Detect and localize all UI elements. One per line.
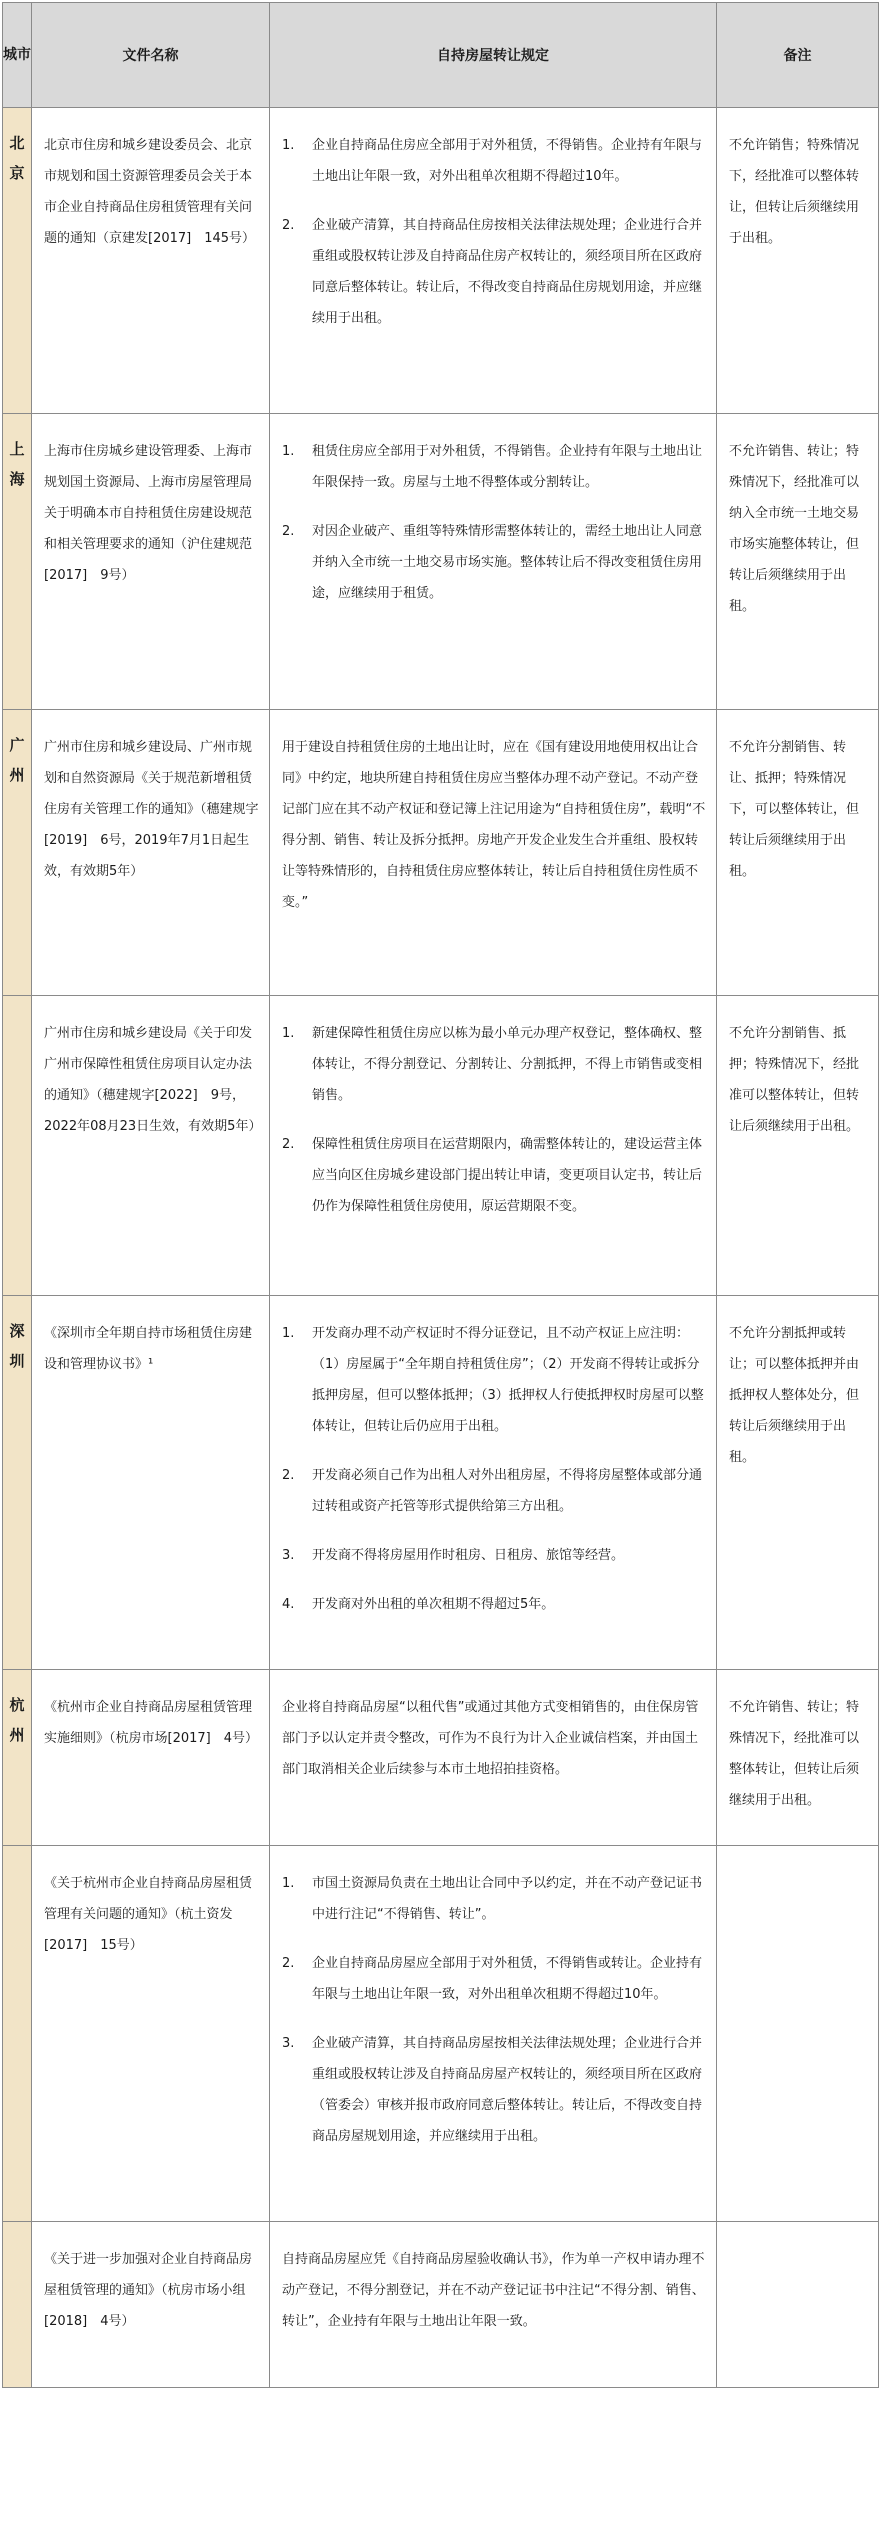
rule-item: 1. 企业自持商品住房应全部用于对外租赁，不得销售。企业持有年限与土地出让年限一致，对外出租单次租期不得超过10年。 — [282, 138, 703, 184]
table-row — [3, 710, 879, 996]
rule-cell: 用于建设自持租赁住房的土地出让时，应在《国有建设用地使用权出让合同》中约定，地块所建自持租赁住房应当整体办理不动产登记。不动产登记部门应在其不动产权证和登记簿上注记用途为“自持租赁住房”，载明“不得分割、销售、转让及拆分抵押。房地产开发企业发生合并重组、股权转让等特殊情形的，自持租赁住房应整体转让，转让后自持租赁住房性质不变。” — [270, 710, 717, 996]
rule-item: 2. 对因企业破产、重组等特殊情形需整体转让的，需经土地出让人同意并纳入全市统一土地交易市场实施。整体转让后不得改变租赁住房用途，应继续用于租赁。 — [282, 524, 703, 601]
header-city: 城市 — [3, 3, 32, 108]
doc-cell: 广州市住房和城乡建设局、广州市规划和自然资源局《关于规范新增租赁住房有关管理工作的通知》（穗建规字[2019] 6号，2019年7月1日起生效，有效期5年） — [32, 710, 270, 996]
rule-item: 1. 市国土资源局负责在土地出让合同中予以约定，并在不动产登记证书中进行注记“不得销售、转让”。 — [282, 1876, 703, 1922]
rule-item: 4. 开发商对外出租的单次租期不得超过5年。 — [282, 1597, 555, 1612]
city-cell — [3, 996, 32, 1296]
rule-item: 1. 新建保障性租赁住房应以栋为最小单元办理产权登记，整体确权、整体转让，不得分割登记、分割转让、分割抵押，不得上市销售或变相销售。 — [282, 1026, 703, 1103]
note-cell: 不允许分割抵押或转让；可以整体抵押并由抵押权人整体处分，但转让后须继续用于出租。 — [717, 1296, 879, 1670]
city-cell: 北京 — [3, 108, 32, 414]
rule-item: 3. 开发商不得将房屋用作时租房、日租房、旅馆等经营。 — [282, 1548, 625, 1563]
rule-cell — [270, 108, 717, 414]
table-row — [3, 1296, 879, 1670]
doc-cell: 《关于进一步加强对企业自持商品房屋租赁管理的通知》（杭房市场小组[2018] 4号） — [32, 2222, 270, 2388]
rule-item: 1. 租赁住房应全部用于对外租赁，不得销售。企业持有年限与土地出让年限保持一致。房屋与土地不得整体或分割转让。 — [282, 444, 703, 490]
rule-cell — [270, 414, 717, 710]
regulation-table — [2, 2, 879, 2388]
header-note: 备注 — [717, 3, 879, 108]
table-row — [3, 108, 879, 414]
doc-cell: 上海市住房城乡建设管理委、上海市规划国土资源局、上海市房屋管理局关于明确本市自持租赁住房建设规范和相关管理要求的通知（沪住建规范[2017] 9号） — [32, 414, 270, 710]
table-row — [3, 414, 879, 710]
table-row — [3, 996, 879, 1296]
note-cell: 不允许分割销售、抵押；特殊情况下，经批准可以整体转让，但转让后须继续用于出租。 — [717, 996, 879, 1296]
note-cell: 不允许销售；特殊情况下，经批准可以整体转让，但转让后须继续用于出租。 — [717, 108, 879, 414]
rule-cell — [270, 996, 717, 1296]
doc-cell: 《关于杭州市企业自持商品房屋租赁管理有关问题的通知》（杭土资发[2017] 15号） — [32, 1846, 270, 2222]
rule-item: 2. 开发商必须自己作为出租人对外出租房屋，不得将房屋整体或部分通过转租或资产托管等形式提供给第三方出租。 — [282, 1468, 703, 1514]
note-cell: 不允许分割销售、转让、抵押；特殊情况下，可以整体转让，但转让后须继续用于出租。 — [717, 710, 879, 996]
rule-cell: 自持商品房屋应凭《自持商品房屋验收确认书》，作为单一产权申请办理不动产登记，不得分割登记，并在不动产登记证书中注记“不得分割、销售、转让”，企业持有年限与土地出让年限一致。 — [270, 2222, 717, 2388]
rule-cell — [270, 1846, 717, 2222]
doc-cell: 北京市住房和城乡建设委员会、北京市规划和国土资源管理委员会关于本市企业自持商品住房租赁管理有关问题的通知（京建发[2017] 145号） — [32, 108, 270, 414]
doc-cell: 《杭州市企业自持商品房屋租赁管理实施细则》（杭房市场[2017] 4号） — [32, 1670, 270, 1846]
rule-item: 2. 保障性租赁住房项目在运营期限内，确需整体转让的，建设运营主体应当向区住房城乡建设部门提出转让申请，变更项目认定书，转让后仍作为保障性租赁住房使用，原运营期限不变。 — [282, 1137, 703, 1214]
note-cell — [717, 2222, 879, 2388]
note-cell — [717, 1846, 879, 2222]
rule-item: 2. 企业破产清算，其自持商品住房按相关法律法规处理；企业进行合并重组或股权转让涉及自持商品住房产权转让的，须经项目所在区政府同意后整体转让。转让后，不得改变自持商品住房规划用途，并应继续用于出租。 — [282, 218, 703, 326]
city-cell: 杭州 — [3, 1670, 32, 1846]
city-cell: 深圳 — [3, 1296, 32, 1670]
note-cell: 不允许销售、转让；特殊情况下，经批准可以整体转让，但转让后须继续用于出租。 — [717, 1670, 879, 1846]
city-cell: 上海 — [3, 414, 32, 710]
city-cell — [3, 2222, 32, 2388]
table-row — [3, 1670, 879, 1846]
rule-cell: 企业将自持商品房屋“以租代售”或通过其他方式变相销售的，由住保房管部门予以认定并责令整改，可作为不良行为计入企业诚信档案，并由国土部门取消相关企业后续参与本市土地招拍挂资格。 — [270, 1670, 717, 1846]
rule-item: 2. 企业自持商品房屋应全部用于对外租赁，不得销售或转让。企业持有年限与土地出让年限一致，对外出租单次租期不得超过10年。 — [282, 1956, 703, 2002]
header-row — [3, 3, 879, 108]
doc-cell: 广州市住房和城乡建设局《关于印发广州市保障性租赁住房项目认定办法的通知》（穗建规字[2022] 9号，2022年08月23日生效，有效期5年） — [32, 996, 270, 1296]
header-rule: 自持房屋转让规定 — [270, 3, 717, 108]
table-row — [3, 1846, 879, 2222]
doc-cell: 《深圳市全年期自持市场租赁住房建设和管理协议书》¹ — [32, 1296, 270, 1670]
header-doc: 文件名称 — [32, 3, 270, 108]
city-cell — [3, 1846, 32, 2222]
city-cell: 广州 — [3, 710, 32, 996]
rule-item: 3. 企业破产清算，其自持商品房屋按相关法律法规处理；企业进行合并重组或股权转让涉及自持商品房屋产权转让的，须经项目所在区政府（管委会）审核并报市政府同意后整体转让。转让后，不得改变自持商品房屋规划用途，并应继续用于出租。 — [282, 2036, 703, 2144]
note-cell: 不允许销售、转让；特殊情况下，经批准可以纳入全市统一土地交易市场实施整体转让，但转让后须继续用于出租。 — [717, 414, 879, 710]
rule-item: 1. 开发商办理不动产权证时不得分证登记，且不动产权证上应注明：（1）房屋属于“全年期自持租赁住房”；（2）开发商不得转让或拆分抵押房屋，但可以整体抵押；（3）抵押权人行使抵押权时房屋可以整体转让，但转让后仍应用于出租。 — [282, 1326, 704, 1434]
rule-cell — [270, 1296, 717, 1670]
table-row — [3, 2222, 879, 2388]
